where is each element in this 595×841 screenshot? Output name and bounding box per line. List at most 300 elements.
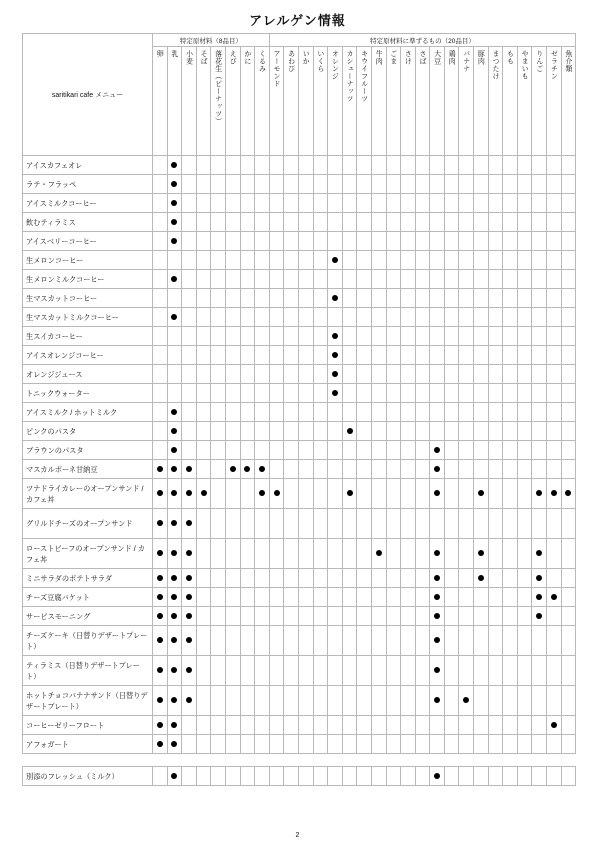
allergen-cell: [211, 346, 226, 365]
allergen-cell: [255, 607, 270, 626]
allergen-cell: [415, 607, 430, 626]
allergen-dot: [171, 162, 177, 168]
table-row: [23, 365, 576, 384]
allergen-cell: [474, 509, 489, 539]
allergen-cell: [444, 327, 459, 346]
allergen-dot: [186, 520, 192, 526]
allergen-cell: [255, 479, 270, 509]
allergen-cell: [517, 460, 532, 479]
allergen-cell: [488, 327, 503, 346]
column-header: [503, 47, 518, 156]
allergen-cell: [182, 308, 197, 327]
allergen-cell: [532, 213, 547, 232]
allergen-cell: [532, 422, 547, 441]
allergen-cell: [488, 232, 503, 251]
table-spacer: [23, 754, 576, 767]
allergen-cell: [517, 156, 532, 175]
allergen-cell: [444, 308, 459, 327]
allergen-cell: [196, 735, 211, 754]
allergen-cell: [430, 422, 445, 441]
allergen-cell: [153, 327, 168, 346]
allergen-cell: [517, 539, 532, 569]
allergen-cell: [532, 251, 547, 270]
allergen-dot: [551, 594, 557, 600]
allergen-cell: [284, 735, 299, 754]
allergen-cell: [517, 232, 532, 251]
allergen-cell: [240, 308, 255, 327]
allergen-cell: [517, 384, 532, 403]
allergen-cell: [547, 308, 562, 327]
allergen-cell: [415, 403, 430, 422]
allergen-cell: [313, 509, 328, 539]
allergen-cell: [342, 251, 357, 270]
allergen-dot: [332, 371, 338, 377]
column-header-label: ゼラチン: [550, 50, 558, 80]
allergen-cell: [328, 232, 343, 251]
allergen-cell: [517, 403, 532, 422]
allergen-cell: [153, 607, 168, 626]
allergen-cell: [284, 686, 299, 716]
allergen-cell: [342, 403, 357, 422]
allergen-cell: [225, 509, 240, 539]
allergen-cell: [196, 232, 211, 251]
allergen-cell: [474, 441, 489, 460]
allergen-cell: [313, 588, 328, 607]
table-row: [23, 289, 576, 308]
allergen-cell: [459, 626, 474, 656]
allergen-cell: [474, 716, 489, 735]
allergen-cell: [547, 384, 562, 403]
allergen-cell: [167, 422, 182, 441]
allergen-cell: [532, 716, 547, 735]
allergen-cell: [474, 656, 489, 686]
allergen-cell: [153, 656, 168, 686]
column-header: [430, 47, 445, 156]
allergen-cell: [284, 422, 299, 441]
allergen-cell: [547, 569, 562, 588]
allergen-cell: [401, 607, 416, 626]
allergen-cell: [474, 365, 489, 384]
allergen-cell: [386, 479, 401, 509]
allergen-cell: [313, 569, 328, 588]
allergen-cell: [240, 251, 255, 270]
allergen-cell: [561, 175, 576, 194]
allergen-cell: [240, 403, 255, 422]
allergen-cell: [386, 441, 401, 460]
allergen-cell: [182, 365, 197, 384]
menu-item-name: 別添のフレッシュ（ミルク）: [23, 767, 153, 786]
allergen-cell: [167, 403, 182, 422]
allergen-cell: [153, 716, 168, 735]
allergen-cell: [532, 441, 547, 460]
allergen-dot: [171, 550, 177, 556]
allergen-cell: [196, 384, 211, 403]
allergen-cell: [167, 509, 182, 539]
allergen-cell: [255, 289, 270, 308]
allergen-cell: [459, 479, 474, 509]
allergen-cell: [517, 656, 532, 686]
allergen-cell: [342, 686, 357, 716]
allergen-cell: [269, 308, 284, 327]
allergen-cell: [167, 479, 182, 509]
allergen-cell: [561, 441, 576, 460]
allergen-cell: [459, 232, 474, 251]
allergen-cell: [503, 767, 518, 786]
allergen-cell: [225, 656, 240, 686]
column-header: [444, 47, 459, 156]
allergen-cell: [182, 251, 197, 270]
allergen-cell: [298, 422, 313, 441]
allergen-cell: [371, 569, 386, 588]
allergen-cell: [371, 607, 386, 626]
allergen-cell: [503, 175, 518, 194]
allergen-cell: [328, 194, 343, 213]
allergen-cell: [488, 716, 503, 735]
table-row: [23, 308, 576, 327]
allergen-cell: [313, 686, 328, 716]
allergen-cell: [342, 232, 357, 251]
allergen-cell: [371, 422, 386, 441]
allergen-cell: [255, 539, 270, 569]
allergen-cell: [430, 686, 445, 716]
allergen-cell: [561, 607, 576, 626]
allergen-cell: [357, 716, 372, 735]
allergen-cell: [386, 460, 401, 479]
allergen-cell: [284, 539, 299, 569]
allergen-dot: [171, 314, 177, 320]
allergen-cell: [153, 479, 168, 509]
allergen-cell: [240, 156, 255, 175]
allergen-cell: [517, 365, 532, 384]
allergen-cell: [153, 735, 168, 754]
allergen-cell: [284, 327, 299, 346]
allergen-cell: [153, 175, 168, 194]
allergen-cell: [474, 156, 489, 175]
allergen-cell: [430, 194, 445, 213]
allergen-cell: [532, 270, 547, 289]
allergen-cell: [211, 384, 226, 403]
allergen-cell: [444, 626, 459, 656]
menu-item-name: コーヒーゼリーフロート: [23, 716, 153, 735]
allergen-cell: [474, 422, 489, 441]
column-header: [488, 47, 503, 156]
allergen-cell: [503, 569, 518, 588]
allergen-cell: [167, 588, 182, 607]
column-header: [342, 47, 357, 156]
allergen-cell: [517, 194, 532, 213]
allergen-cell: [517, 626, 532, 656]
allergen-cell: [371, 327, 386, 346]
allergen-cell: [211, 656, 226, 686]
table-row: [23, 539, 576, 569]
allergen-cell: [371, 588, 386, 607]
allergen-cell: [182, 232, 197, 251]
allergen-dot: [171, 613, 177, 619]
allergen-cell: [386, 213, 401, 232]
allergen-cell: [488, 346, 503, 365]
allergen-dot: [157, 575, 163, 581]
allergen-cell: [371, 232, 386, 251]
allergen-cell: [328, 365, 343, 384]
allergen-cell: [298, 767, 313, 786]
allergen-dot: [259, 466, 265, 472]
allergen-dot: [171, 409, 177, 415]
allergen-cell: [342, 588, 357, 607]
allergen-cell: [255, 365, 270, 384]
allergen-cell: [371, 384, 386, 403]
allergen-cell: [357, 270, 372, 289]
allergen-cell: [488, 175, 503, 194]
allergen-cell: [182, 509, 197, 539]
allergen-cell: [547, 539, 562, 569]
allergen-cell: [196, 308, 211, 327]
allergen-dot: [478, 575, 484, 581]
allergen-cell: [415, 194, 430, 213]
allergen-cell: [225, 308, 240, 327]
allergen-cell: [153, 384, 168, 403]
allergen-cell: [225, 735, 240, 754]
allergen-cell: [225, 626, 240, 656]
allergen-cell: [547, 509, 562, 539]
allergen-dot: [434, 466, 440, 472]
allergen-cell: [401, 346, 416, 365]
allergen-cell: [153, 403, 168, 422]
column-header: [459, 47, 474, 156]
allergen-cell: [517, 509, 532, 539]
allergen-cell: [342, 539, 357, 569]
allergen-cell: [269, 346, 284, 365]
allergen-cell: [415, 308, 430, 327]
allergen-cell: [371, 716, 386, 735]
allergen-cell: [444, 767, 459, 786]
allergen-dot: [157, 722, 163, 728]
allergen-cell: [547, 327, 562, 346]
allergen-cell: [284, 346, 299, 365]
allergen-cell: [488, 539, 503, 569]
allergen-cell: [444, 346, 459, 365]
allergen-dot: [157, 490, 163, 496]
allergen-cell: [503, 346, 518, 365]
allergen-cell: [328, 403, 343, 422]
allergen-cell: [532, 686, 547, 716]
allergen-cell: [153, 422, 168, 441]
allergen-cell: [517, 175, 532, 194]
allergen-cell: [386, 289, 401, 308]
allergen-cell: [561, 270, 576, 289]
allergen-dot: [171, 276, 177, 282]
allergen-cell: [328, 289, 343, 308]
allergen-cell: [284, 232, 299, 251]
allergen-dot: [186, 575, 192, 581]
allergen-cell: [357, 194, 372, 213]
allergen-cell: [182, 686, 197, 716]
allergen-cell: [444, 365, 459, 384]
column-header-label: バナナ: [462, 50, 470, 73]
allergen-cell: [532, 156, 547, 175]
menu-item-name: ブラウンのパスタ: [23, 441, 153, 460]
allergen-dot: [171, 741, 177, 747]
allergen-cell: [386, 767, 401, 786]
allergen-dot: [171, 722, 177, 728]
menu-item-name: アイスオレンジコーヒー: [23, 346, 153, 365]
allergen-cell: [196, 626, 211, 656]
allergen-cell: [474, 569, 489, 588]
allergen-cell: [547, 175, 562, 194]
allergen-cell: [167, 327, 182, 346]
column-header-label: もも: [506, 50, 514, 65]
allergen-cell: [182, 767, 197, 786]
allergen-cell: [371, 289, 386, 308]
allergen-cell: [444, 270, 459, 289]
allergen-cell: [503, 384, 518, 403]
allergen-cell: [357, 656, 372, 686]
allergen-dot: [186, 466, 192, 472]
allergen-cell: [240, 735, 255, 754]
allergen-cell: [342, 767, 357, 786]
allergen-cell: [225, 175, 240, 194]
allergen-cell: [255, 194, 270, 213]
allergen-cell: [430, 767, 445, 786]
allergen-cell: [225, 365, 240, 384]
allergen-cell: [284, 656, 299, 686]
allergen-cell: [225, 460, 240, 479]
allergen-cell: [430, 588, 445, 607]
table-row: [23, 403, 576, 422]
allergen-cell: [444, 569, 459, 588]
allergen-cell: [153, 213, 168, 232]
menu-item-name: 生スイカコーヒー: [23, 327, 153, 346]
allergen-dot: [434, 447, 440, 453]
allergen-cell: [269, 569, 284, 588]
allergen-cell: [401, 735, 416, 754]
allergen-cell: [269, 588, 284, 607]
allergen-dot: [186, 697, 192, 703]
allergen-cell: [153, 308, 168, 327]
allergen-cell: [196, 509, 211, 539]
allergen-cell: [357, 213, 372, 232]
allergen-cell: [371, 460, 386, 479]
allergen-cell: [474, 403, 489, 422]
column-header-label: カシューナッツ: [346, 50, 354, 103]
allergen-cell: [167, 365, 182, 384]
allergen-cell: [328, 588, 343, 607]
allergen-cell: [196, 716, 211, 735]
allergen-cell: [284, 569, 299, 588]
allergen-cell: [503, 686, 518, 716]
table-row: [23, 460, 576, 479]
allergen-cell: [459, 194, 474, 213]
allergen-cell: [561, 626, 576, 656]
allergen-cell: [503, 251, 518, 270]
allergen-cell: [211, 716, 226, 735]
table-row: [23, 251, 576, 270]
allergen-cell: [371, 365, 386, 384]
allergen-cell: [269, 289, 284, 308]
allergen-cell: [240, 716, 255, 735]
allergen-cell: [342, 289, 357, 308]
column-header-label: 落花生（ピーナッツ）: [214, 50, 222, 125]
allergen-cell: [298, 270, 313, 289]
allergen-cell: [561, 569, 576, 588]
table-row: [23, 156, 576, 175]
allergen-cell: [313, 767, 328, 786]
column-header: [547, 47, 562, 156]
allergen-cell: [196, 213, 211, 232]
allergen-cell: [561, 156, 576, 175]
allergen-cell: [503, 213, 518, 232]
allergen-cell: [182, 213, 197, 232]
menu-item-name: 生マスカットコーヒー: [23, 289, 153, 308]
allergen-dot: [186, 594, 192, 600]
allergen-cell: [430, 403, 445, 422]
allergen-cell: [196, 686, 211, 716]
allergen-cell: [298, 213, 313, 232]
allergen-cell: [561, 403, 576, 422]
allergen-cell: [430, 175, 445, 194]
allergen-cell: [430, 626, 445, 656]
allergen-cell: [153, 569, 168, 588]
allergen-cell: [240, 588, 255, 607]
allergen-cell: [415, 686, 430, 716]
allergen-cell: [269, 441, 284, 460]
allergen-cell: [488, 509, 503, 539]
allergen-cell: [517, 251, 532, 270]
allergen-cell: [444, 175, 459, 194]
allergen-cell: [298, 716, 313, 735]
allergen-cell: [474, 346, 489, 365]
allergen-cell: [298, 626, 313, 656]
allergen-cell: [503, 656, 518, 686]
group-recommended-header: 特定原材料に準ずるもの（20品目）: [269, 34, 575, 47]
allergen-cell: [211, 509, 226, 539]
allergen-cell: [561, 460, 576, 479]
allergen-cell: [357, 569, 372, 588]
allergen-cell: [547, 626, 562, 656]
allergen-cell: [313, 251, 328, 270]
allergen-cell: [488, 626, 503, 656]
allergen-cell: [386, 251, 401, 270]
allergen-cell: [153, 441, 168, 460]
allergen-dot: [434, 667, 440, 673]
allergen-cell: [444, 607, 459, 626]
allergen-cell: [284, 251, 299, 270]
allergen-cell: [342, 156, 357, 175]
allergen-cell: [415, 626, 430, 656]
allergen-cell: [430, 308, 445, 327]
allergen-cell: [225, 270, 240, 289]
allergen-cell: [182, 735, 197, 754]
allergen-cell: [328, 735, 343, 754]
allergen-cell: [488, 588, 503, 607]
menu-item-name: 生マスカットミルクコーヒー: [23, 308, 153, 327]
column-header-label: さけ: [404, 50, 412, 65]
allergen-dot: [274, 490, 280, 496]
allergen-cell: [386, 626, 401, 656]
allergen-cell: [167, 308, 182, 327]
allergen-cell: [269, 327, 284, 346]
allergen-dot: [171, 447, 177, 453]
allergen-cell: [211, 422, 226, 441]
allergen-cell: [342, 308, 357, 327]
allergen-dot: [157, 613, 163, 619]
allergen-cell: [196, 441, 211, 460]
allergen-cell: [255, 175, 270, 194]
allergen-cell: [255, 384, 270, 403]
allergen-cell: [503, 156, 518, 175]
allergen-cell: [211, 308, 226, 327]
allergen-cell: [386, 588, 401, 607]
table-row: [23, 716, 576, 735]
